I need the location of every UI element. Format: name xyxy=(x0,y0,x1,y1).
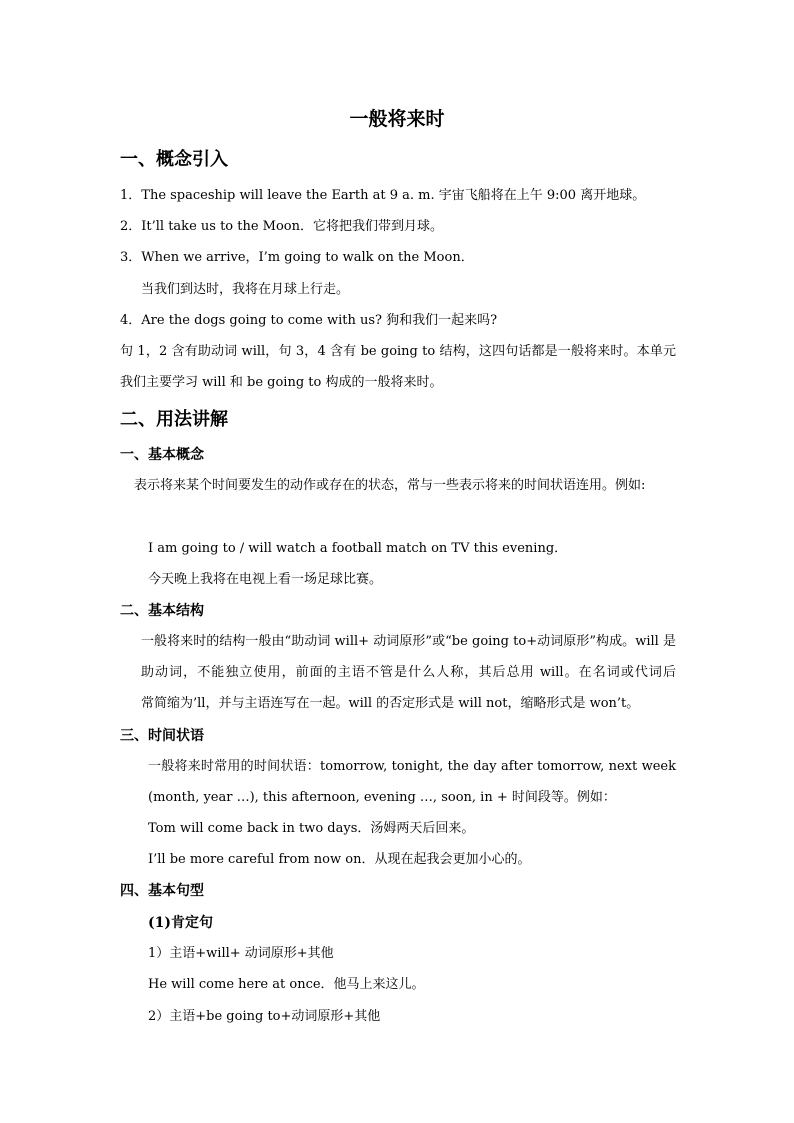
section-heading-concept-intro: 一、概念引入 xyxy=(120,149,228,170)
example-sentence-3-translation: 当我们到达时，我将在月球上行走。 xyxy=(141,282,350,297)
page-title: 一般将来时 xyxy=(349,108,445,130)
pattern-2: 2）主语+be going to+动词原形+其他 xyxy=(148,1009,381,1024)
basic-concept-text: 表示将来某个时间要发生的动作或存在的状态，常与一些表示将来的时间状语连用。例如: xyxy=(134,478,646,493)
subheading-sentence-patterns: 四、基本句型 xyxy=(120,883,204,899)
summary-line-2: 我们主要学习 will 和 be going to 构成的一般将来时。 xyxy=(120,375,443,390)
adverbials-example-1: Tom will come back in two days．汤姆两天后回来。 xyxy=(148,821,475,836)
example-sentence-1: 1．The spaceship will leave the Earth at 9 a. m. 宇宙飞船将在上午 9:00 离开地球。 xyxy=(120,188,646,203)
basic-concept-example-en: I am going to / will watch a football match on TV this evening． xyxy=(148,541,568,556)
subheading-basic-structure: 二、基本结构 xyxy=(120,603,204,619)
subheading-basic-concept: 一、基本概念 xyxy=(120,447,204,463)
subheading-time-adverbials: 三、时间状语 xyxy=(120,728,204,744)
adverbials-line-1: 一般将来时常用的时间状语：tomorrow, tonight, the day after tomorrow, next week xyxy=(148,759,676,774)
structure-line-2: 助动词，不能独立使用，前面的主语不管是什么人称，其后总用 will。在名词或代词后 xyxy=(141,665,676,680)
example-sentence-2: 2．It’ll take us to the Moon．它将把我们带到月球。 xyxy=(120,219,444,234)
structure-line-1: 一般将来时的结构一般由“助动词 will+ 动词原形”或“be going to+动词原形”构成。will 是 xyxy=(141,634,676,649)
summary-line-1: 句 1，2 含有助动词 will，句 3，4 含有 be going to 结构，这四句话都是一般将来时。本单元 xyxy=(120,344,676,359)
subheading-affirmative: (1)肯定句 xyxy=(148,915,213,931)
example-sentence-3: 3．When we arrive，I’m going to walk on the Moon． xyxy=(120,250,474,265)
section-heading-usage: 二、用法讲解 xyxy=(120,409,228,430)
example-sentence-4: 4．Are the dogs going to come with us? 狗和我们一起来吗? xyxy=(120,313,498,328)
pattern-1-example: He will come here at once．他马上来这儿。 xyxy=(148,977,425,992)
pattern-1: 1）主语+will+ 动词原形+其他 xyxy=(148,946,334,961)
basic-concept-example-cn: 今天晚上我将在电视上看一场足球比赛。 xyxy=(148,572,383,587)
structure-line-3: 常简缩为’ll，并与主语连写在一起。will 的否定形式是 will not，缩略形式是 won’t。 xyxy=(141,696,640,711)
adverbials-example-2: I’ll be more careful from now on．从现在起我会更加小心的。 xyxy=(148,852,531,867)
adverbials-line-2: (month, year …), this afternoon, evening …, soon, in + 时间段等。例如： xyxy=(148,790,616,805)
